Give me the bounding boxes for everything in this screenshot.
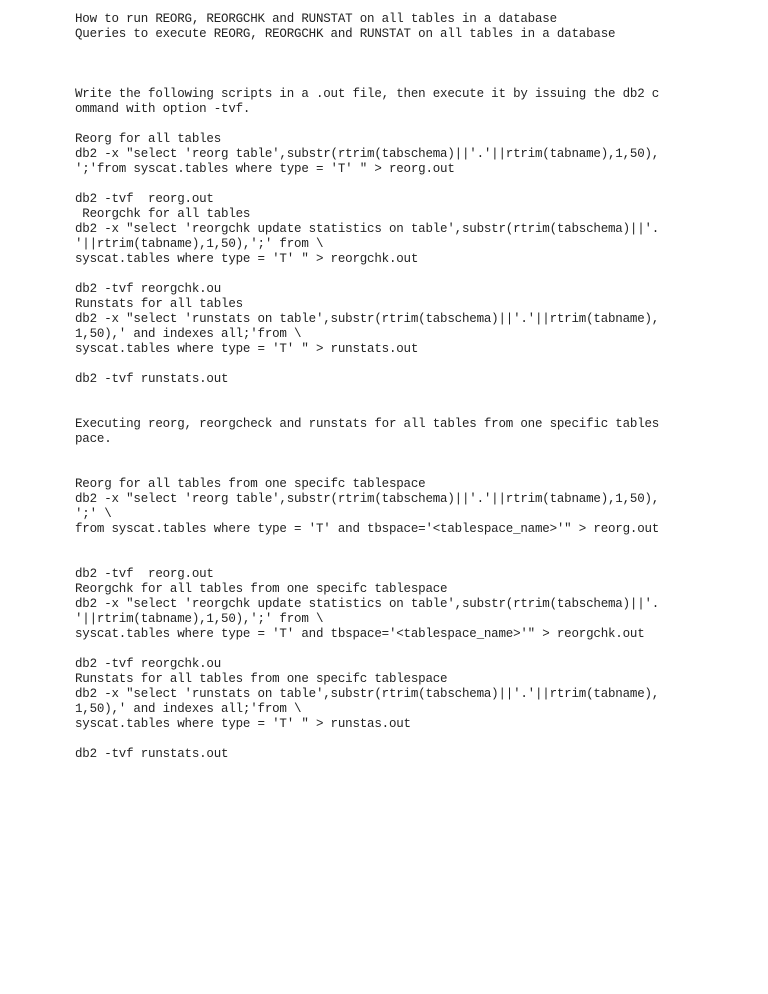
- doc-line: [75, 462, 715, 477]
- doc-line: [75, 642, 715, 657]
- doc-line: db2 -x "select 'runstats on table',substr(rtrim(tabschema)||'.'||rtrim(tabname),: [75, 687, 660, 701]
- doc-line: [75, 267, 715, 282]
- doc-line: 1,50),' and indexes all;'from \: [75, 327, 302, 341]
- doc-line: syscat.tables where type = 'T' and tbspace='<tablespace_name>'" > reorgchk.out: [75, 627, 645, 641]
- doc-line: '||rtrim(tabname),1,50),';' from \: [75, 612, 324, 626]
- doc-line: syscat.tables where type = 'T' " > runstas.out: [75, 717, 411, 731]
- doc-line: db2 -x "select 'reorgchk update statistics on table',substr(rtrim(tabschema)||'.: [75, 597, 660, 611]
- doc-line: [75, 537, 715, 552]
- doc-line: Reorgchk for all tables: [75, 207, 251, 221]
- doc-line: Write the following scripts in a .out file, then execute it by issuing the db2 c: [75, 87, 660, 101]
- doc-line: [75, 552, 715, 567]
- doc-line: [75, 732, 715, 747]
- doc-line: ommand with option -tvf.: [75, 102, 251, 116]
- doc-line: [75, 387, 715, 402]
- doc-line: pace.: [75, 432, 112, 446]
- doc-line: db2 -tvf reorg.out: [75, 192, 214, 206]
- doc-line: db2 -tvf reorgchk.ou: [75, 657, 222, 671]
- doc-line: from syscat.tables where type = 'T' and tbspace='<tablespace_name>'" > reorg.out: [75, 522, 660, 536]
- doc-line: [75, 402, 715, 417]
- doc-line: [75, 57, 715, 72]
- doc-line: [75, 117, 715, 132]
- doc-line: [75, 42, 715, 57]
- doc-line: Reorg for all tables from one specifc tablespace: [75, 477, 426, 491]
- doc-line: Runstats for all tables from one specifc tablespace: [75, 672, 448, 686]
- doc-line: [75, 177, 715, 192]
- doc-line: Reorgchk for all tables from one specifc tablespace: [75, 582, 448, 596]
- doc-line: Reorg for all tables: [75, 132, 222, 146]
- doc-line: How to run REORG, REORGCHK and RUNSTAT on all tables in a database: [75, 12, 557, 26]
- doc-line: db2 -tvf reorg.out: [75, 567, 214, 581]
- document-body: [75, 12, 715, 762]
- doc-line: db2 -tvf reorgchk.ou: [75, 282, 222, 296]
- doc-line: [75, 72, 715, 87]
- doc-line: [75, 447, 715, 462]
- doc-line: db2 -x "select 'reorg table',substr(rtrim(tabschema)||'.'||rtrim(tabname),1,50),: [75, 492, 660, 506]
- doc-line: [75, 357, 715, 372]
- doc-line: ';' \: [75, 507, 112, 521]
- doc-line: db2 -x "select 'reorgchk update statistics on table',substr(rtrim(tabschema)||'.: [75, 222, 660, 236]
- doc-line: ';'from syscat.tables where type = 'T' " > reorg.out: [75, 162, 455, 176]
- doc-line: Queries to execute REORG, REORGCHK and RUNSTAT on all tables in a database: [75, 27, 616, 41]
- doc-line: '||rtrim(tabname),1,50),';' from \: [75, 237, 324, 251]
- doc-line: 1,50),' and indexes all;'from \: [75, 702, 302, 716]
- doc-line: db2 -tvf runstats.out: [75, 372, 229, 386]
- doc-line: db2 -x "select 'runstats on table',substr(rtrim(tabschema)||'.'||rtrim(tabname),: [75, 312, 660, 326]
- doc-line: syscat.tables where type = 'T' " > reorgchk.out: [75, 252, 419, 266]
- doc-line: db2 -tvf runstats.out: [75, 747, 229, 761]
- doc-line: db2 -x "select 'reorg table',substr(rtrim(tabschema)||'.'||rtrim(tabname),1,50),: [75, 147, 660, 161]
- doc-line: Runstats for all tables: [75, 297, 243, 311]
- doc-line: Executing reorg, reorgcheck and runstats for all tables from one specific tables: [75, 417, 660, 431]
- doc-line: syscat.tables where type = 'T' " > runstats.out: [75, 342, 419, 356]
